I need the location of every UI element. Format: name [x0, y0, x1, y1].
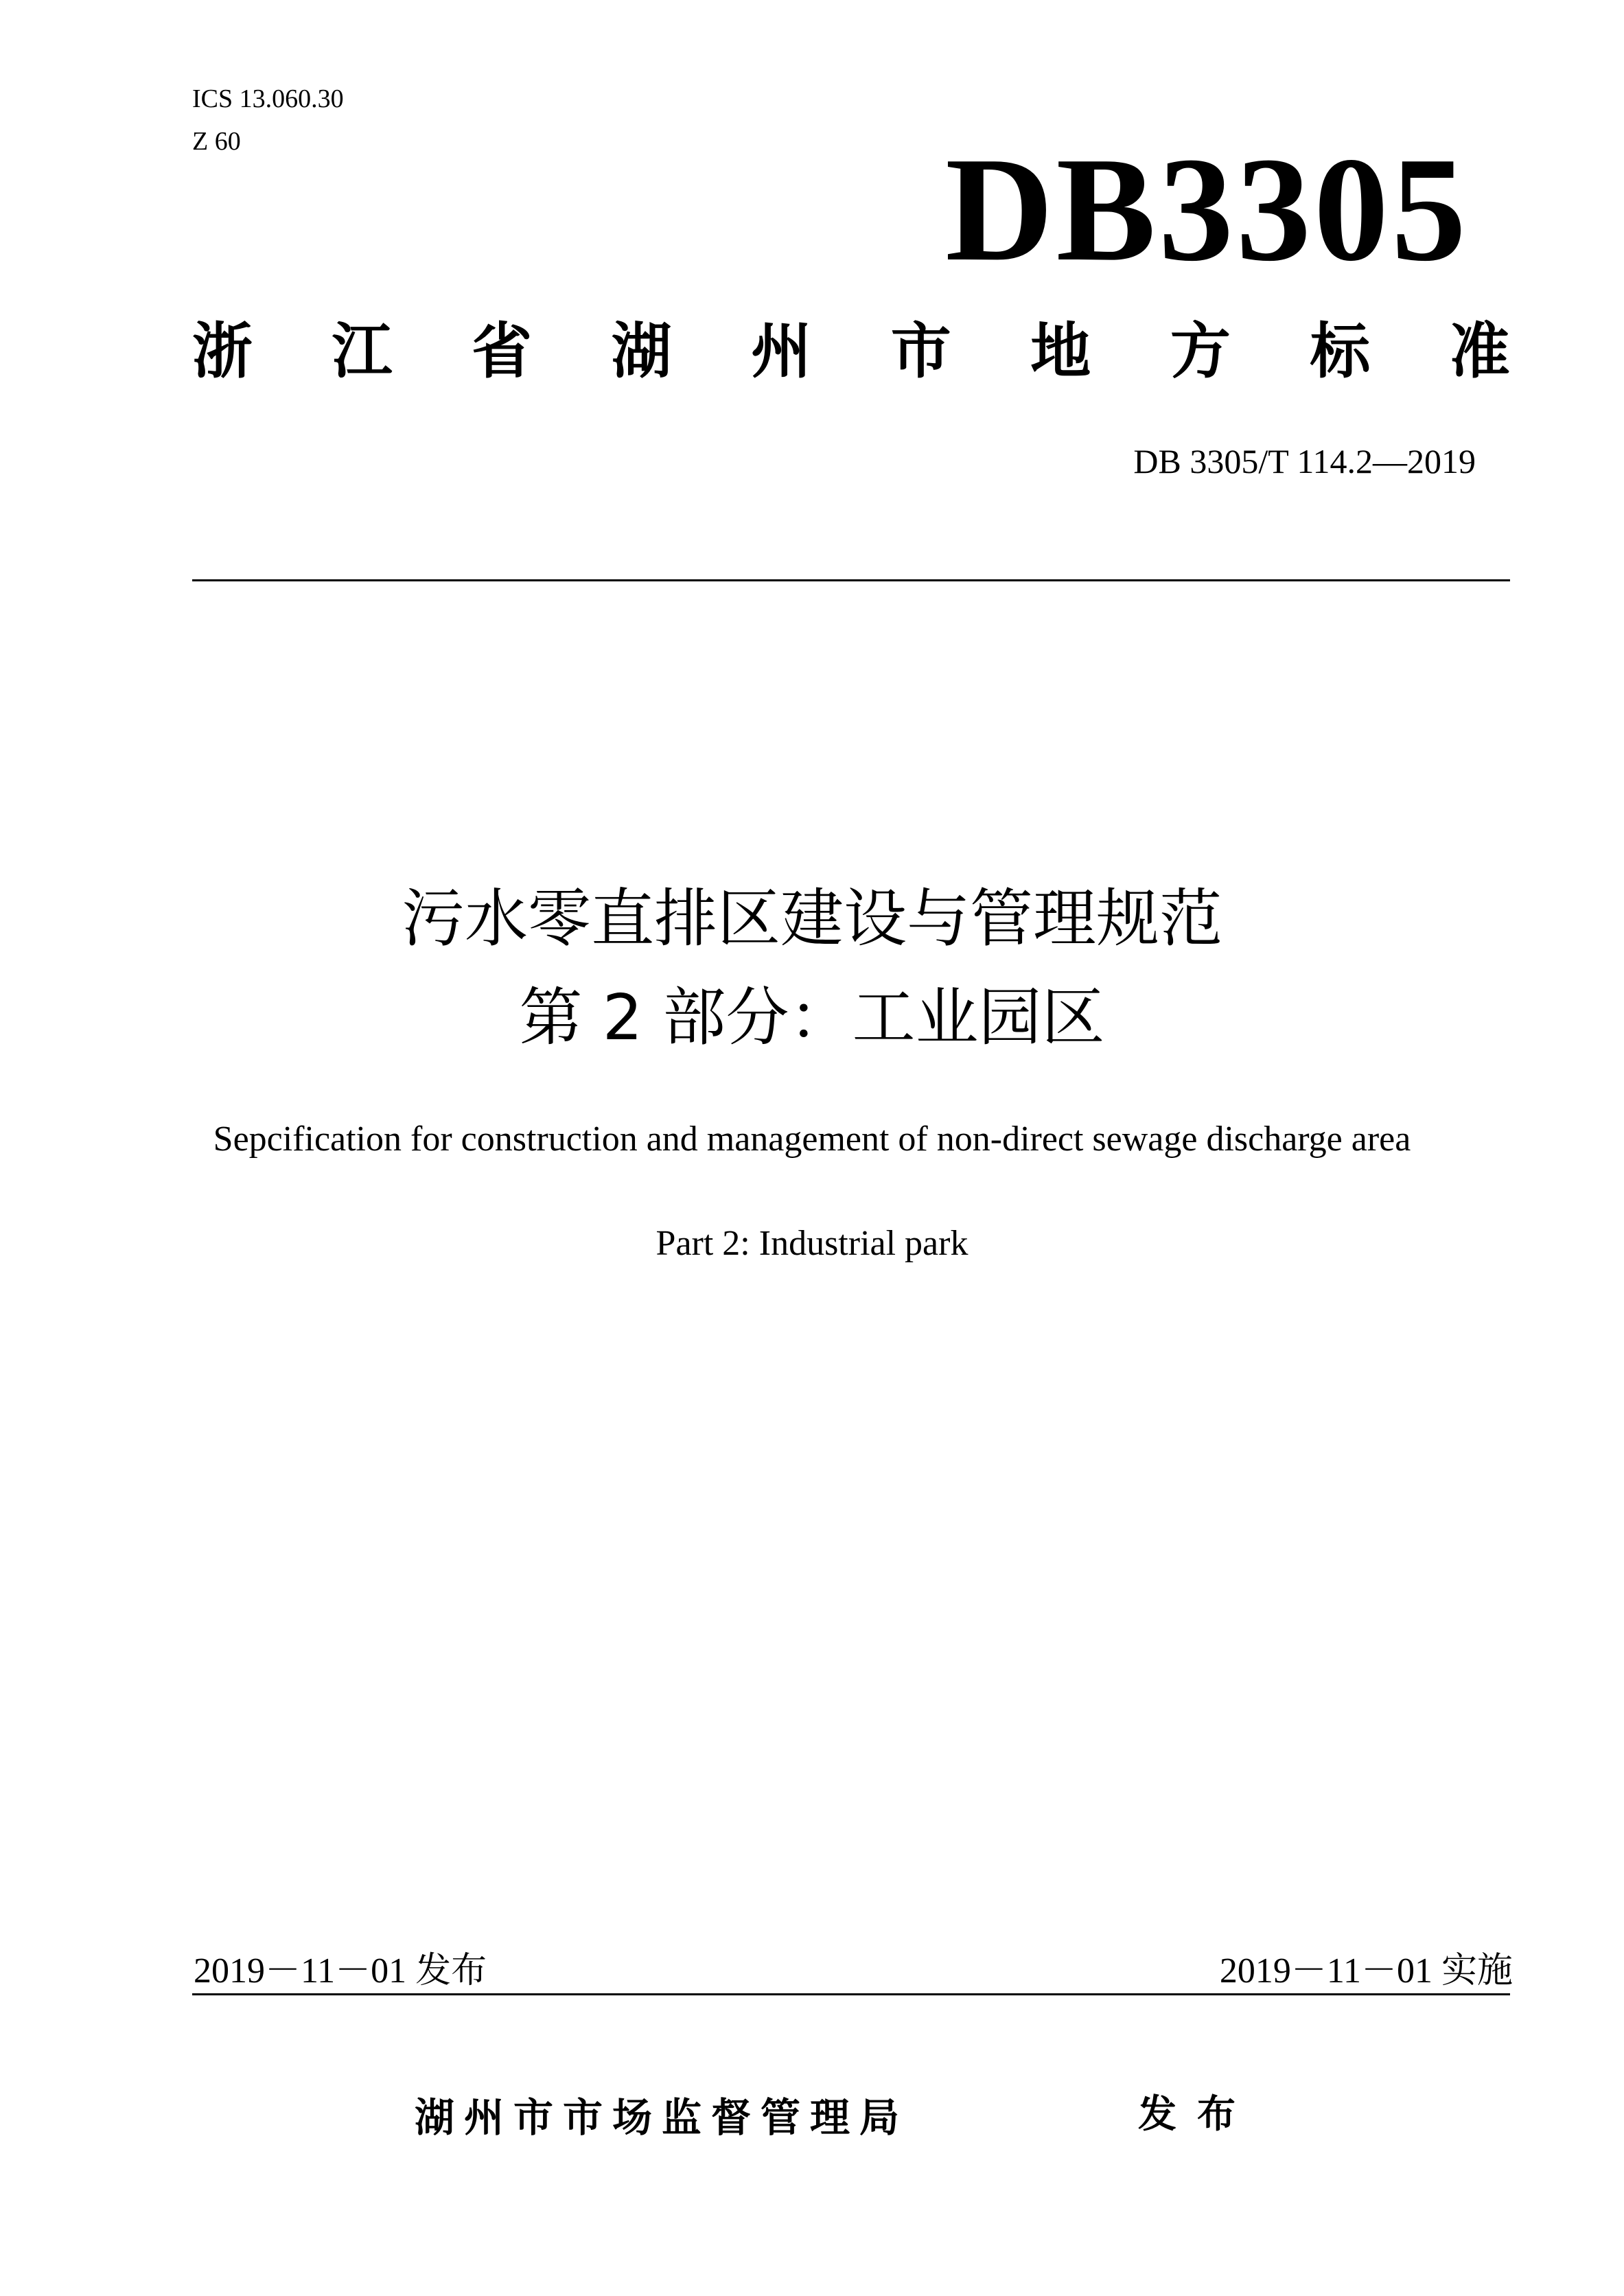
title-chinese-part: 第 2 部分：工业园区	[519, 981, 1105, 1054]
implementation-date: 2019－11－01 实施	[1219, 1951, 1513, 1991]
category-char: 州	[751, 316, 812, 386]
standard-category	[192, 317, 1510, 386]
category-char: 准	[1449, 316, 1510, 386]
standard-logo: DB3305	[945, 127, 1469, 292]
category-char: 省	[472, 316, 533, 386]
standard-number: DB 3305/T 114.2—2019	[1133, 442, 1476, 480]
title-english-part: Part 2: Industrial park	[656, 1224, 968, 1263]
category-char: 标	[1310, 316, 1371, 386]
category-char: 江	[332, 316, 393, 386]
ics-code: ICS 13.060.30	[192, 84, 344, 113]
header-divider	[192, 579, 1510, 581]
publisher-name: 湖州市市场监督管理局	[415, 2094, 909, 2141]
date-divider	[192, 1993, 1510, 1995]
category-char: 市	[890, 316, 951, 386]
classification-code: Z 60	[192, 127, 241, 156]
publish-label: 发布	[1138, 2092, 1256, 2137]
category-char: 浙	[192, 316, 253, 386]
category-char: 方	[1170, 316, 1231, 386]
issue-date: 2019－11－01 发布	[194, 1951, 487, 1991]
category-char: 湖	[611, 316, 672, 386]
title-english-main: Sepcification for construction and management of non-direct sewage discharge area	[213, 1120, 1411, 1159]
title-chinese-main: 污水零直排区建设与管理规范	[401, 882, 1222, 955]
category-char: 地	[1030, 316, 1091, 386]
